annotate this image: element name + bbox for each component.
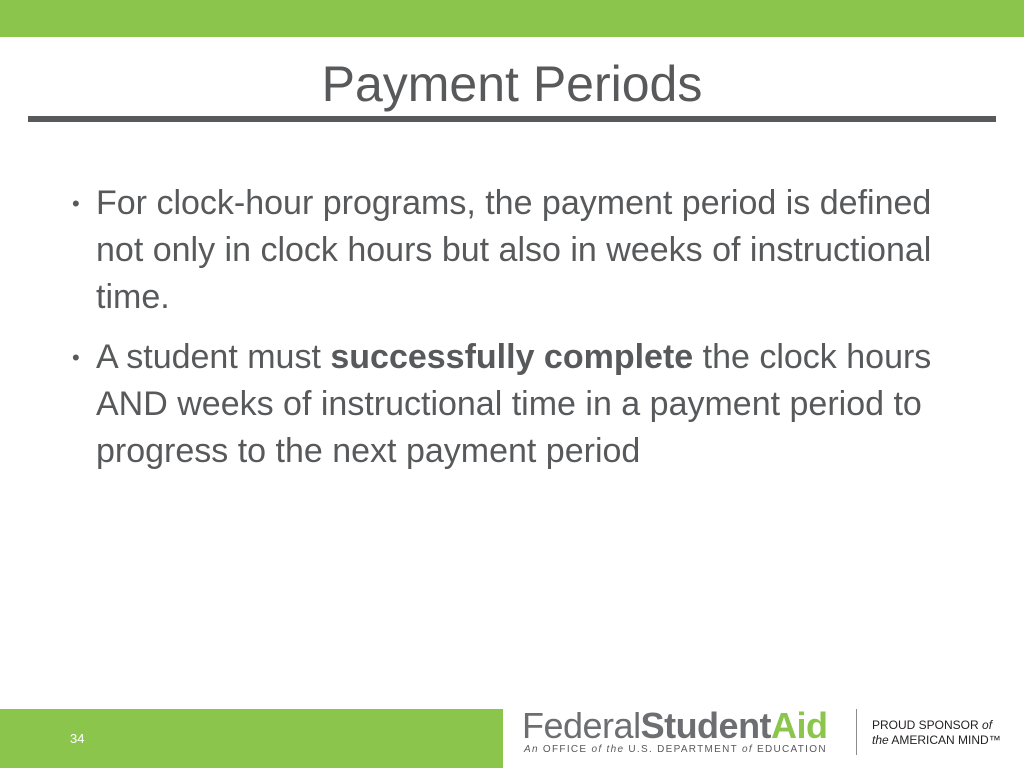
bullet-item-2	[72, 334, 982, 475]
bullet-text: For clock-hour programs, the payment period is defined not only in clock hours but also in weeks of instructional time.	[96, 184, 932, 316]
bullet-text-after: the clock hours AND weeks of instructional time in a payment period to progress to the next payment period	[96, 338, 932, 470]
slide-title: Payment Periods	[321, 56, 703, 112]
federal-student-aid-logo	[522, 705, 842, 758]
bullet-bold-phrase: successfully complete	[330, 338, 694, 376]
logo-tagline: An OFFICE of the U.S. DEPARTMENT of EDUCATION	[524, 744, 827, 755]
sponsor-line-2: the AMERICAN MIND™	[872, 733, 1001, 747]
sponsor-text	[872, 718, 1001, 748]
bullet-dot-icon: •	[72, 191, 80, 216]
page-number: 34	[70, 731, 85, 746]
sponsor-line-1: PROUD SPONSOR of	[872, 718, 993, 732]
logo-aid: Aid	[771, 705, 828, 746]
bullet-item-1	[72, 180, 982, 321]
logo-student: Student	[640, 705, 772, 746]
logo-federal: Federal	[522, 705, 641, 746]
bullet-dot-icon: •	[72, 345, 80, 370]
top-accent-bar	[0, 0, 1024, 37]
bullet-list	[72, 180, 982, 488]
title-underline	[28, 116, 996, 122]
logo-wordmark	[522, 705, 828, 746]
logo-divider	[856, 709, 857, 755]
bullet-text-before: A student must	[96, 338, 331, 376]
